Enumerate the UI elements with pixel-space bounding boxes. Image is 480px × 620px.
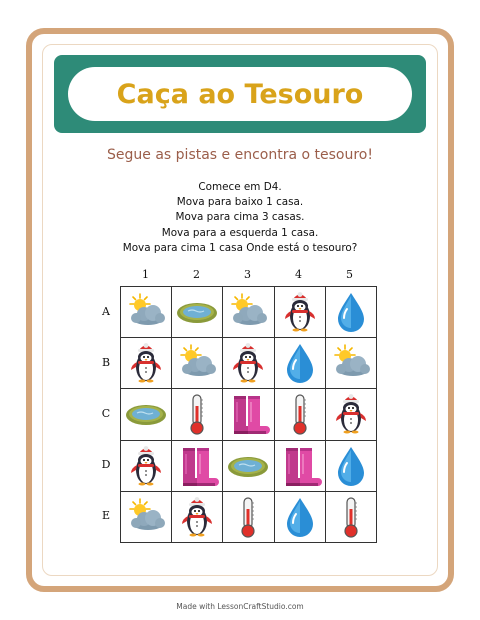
penguin-icon	[124, 444, 168, 488]
clue-item: Mova para cima 1 casa Onde está o tesouro?	[122, 241, 358, 254]
subtitle: Segue as pistas e encontra o tesouro!	[107, 147, 373, 163]
rain-boots-icon	[226, 392, 270, 436]
column-label: 1	[142, 268, 149, 281]
grid-cell-C3	[223, 389, 274, 440]
water-drop-icon	[329, 290, 373, 334]
grid-cell-B3	[223, 338, 274, 389]
thermometer-icon	[329, 495, 373, 539]
partly-cloudy-icon	[175, 341, 219, 385]
thermometer-icon	[278, 392, 322, 436]
grid-cell-E4	[275, 492, 326, 543]
penguin-icon	[175, 495, 219, 539]
clue-item: Comece em D4.	[198, 181, 282, 193]
pond-icon	[175, 290, 219, 334]
grid-cell-C2	[172, 389, 223, 440]
column-label: 3	[244, 268, 251, 281]
row-label: A	[102, 305, 110, 318]
grid-cell-E3	[223, 492, 274, 543]
row-label: D	[101, 458, 111, 471]
clue-item: Mova para baixo 1 casa.	[176, 196, 304, 209]
water-drop-icon	[278, 341, 322, 385]
page-title: Caça ao Tesouro	[68, 67, 412, 121]
footer-credit: Made with LessonCraftStudio.com	[176, 602, 304, 611]
grid-cell-D3	[223, 441, 274, 492]
column-label: 2	[193, 268, 200, 281]
thermometer-icon	[226, 495, 270, 539]
grid-cell-A5	[326, 287, 377, 338]
partly-cloudy-icon	[124, 290, 168, 334]
penguin-icon	[278, 290, 322, 334]
partly-cloudy-icon	[329, 341, 373, 385]
grid-cell-C4	[275, 389, 326, 440]
grid-cell-C1	[121, 389, 172, 440]
grid-cell-A4	[275, 287, 326, 338]
partly-cloudy-icon	[226, 290, 270, 334]
row-label: C	[101, 407, 111, 420]
grid-cell-D2	[172, 441, 223, 492]
water-drop-icon	[278, 495, 322, 539]
grid-cell-A1	[121, 287, 172, 338]
partly-cloudy-icon	[124, 495, 168, 539]
rain-boots-icon	[278, 444, 322, 488]
column-label: 5	[346, 268, 353, 281]
grid-cell-B4	[275, 338, 326, 389]
clue-item: Mova para a esquerda 1 casa.	[161, 226, 319, 239]
grid-cell-C5	[326, 389, 377, 440]
penguin-icon	[226, 341, 270, 385]
row-label: E	[101, 509, 111, 522]
rain-boots-icon	[175, 444, 219, 488]
pond-icon	[124, 392, 168, 436]
grid-cell-E1	[121, 492, 172, 543]
penguin-icon	[329, 392, 373, 436]
water-drop-icon	[329, 444, 373, 488]
grid-cell-D5	[326, 441, 377, 492]
penguin-icon	[124, 341, 168, 385]
clue-list	[54, 180, 426, 256]
grid-cell-E5	[326, 492, 377, 543]
grid-cell-B5	[326, 338, 377, 389]
clue-item: Mova para cima 3 casas.	[175, 211, 305, 224]
grid-cell-D1	[121, 441, 172, 492]
pond-icon	[226, 444, 270, 488]
grid-cell-A2	[172, 287, 223, 338]
grid-cell-A3	[223, 287, 274, 338]
row-label: B	[101, 356, 111, 369]
grid-cell-D4	[275, 441, 326, 492]
grid-cell-E2	[172, 492, 223, 543]
thermometer-icon	[175, 392, 219, 436]
treasure-grid	[120, 286, 377, 543]
grid-cell-B2	[172, 338, 223, 389]
grid-cell-B1	[121, 338, 172, 389]
column-label: 4	[295, 268, 302, 281]
title-banner	[54, 55, 426, 133]
